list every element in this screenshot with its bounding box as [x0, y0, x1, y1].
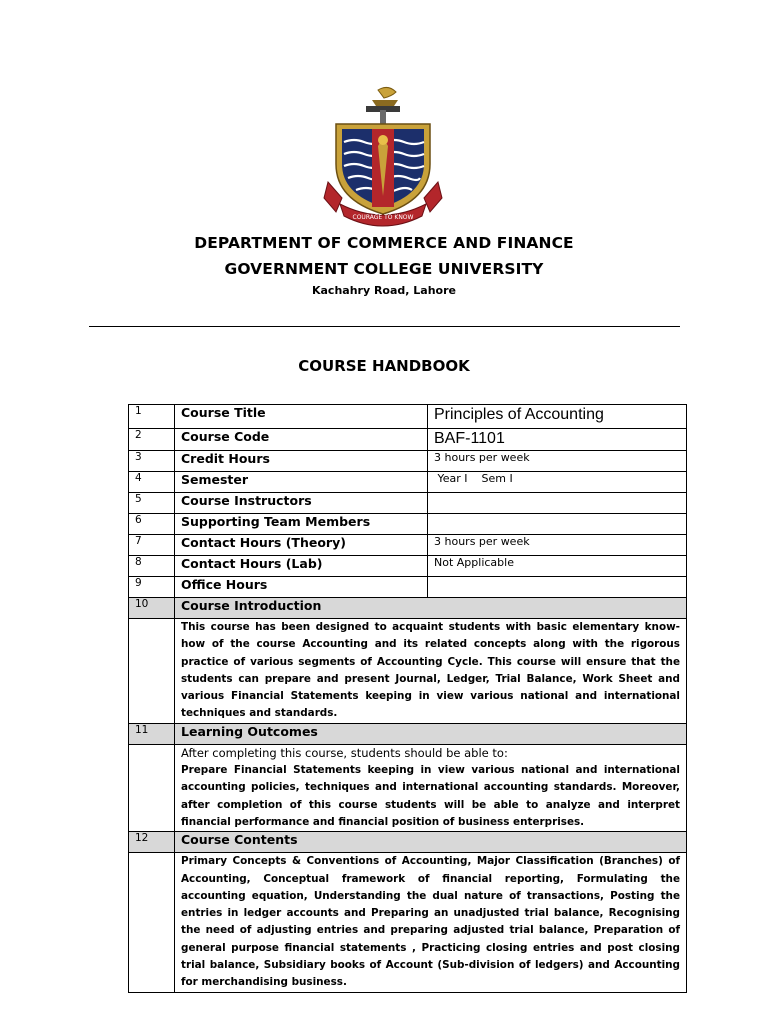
table-row: [129, 405, 687, 429]
row-number: 7: [129, 535, 175, 556]
course-introduction-text: This course has been designed to acquaint students with basic elementary know-how of the course Accounting and its related concepts along with the rigorous practice of various segments of Accounting Cycle. This course will ensure that the students can prepare and present Journal, Ledger, Trial Balance, Work Sheet and various Financial Statements keeping in view various national and international techniques and standards.: [175, 619, 687, 724]
row-number: 5: [129, 493, 175, 514]
table-row: [129, 514, 687, 535]
university-crest-logo: [322, 86, 444, 228]
row-number: 10: [129, 598, 175, 619]
row-label: Office Hours: [175, 577, 428, 598]
supporting-team-value: [428, 514, 687, 535]
contact-hours-lab-value: Not Applicable: [428, 556, 687, 577]
row-label: Contact Hours (Lab): [175, 556, 428, 577]
learning-outcomes-text: Prepare Financial Statements keeping in view various national and international accounting policies, techniques and international accounting standards. Moreover, after completion of this course students will be able to analyze and interpret financial performance and financial position of business enterprises.: [181, 764, 680, 828]
section-body-row: [129, 619, 687, 724]
crest-motto: COURAGE TO KNOW: [352, 214, 414, 221]
credit-hours-value: 3 hours per week: [428, 451, 687, 472]
empty-cell: [129, 853, 175, 992]
table-row: [129, 472, 687, 493]
section-header-row: [129, 598, 687, 619]
empty-cell: [129, 619, 175, 724]
row-number: 3: [129, 451, 175, 472]
learning-outcomes-cell: [175, 744, 687, 831]
semester-value: Year I Sem I: [428, 472, 687, 493]
header-divider: [89, 326, 680, 327]
row-label: Supporting Team Members: [175, 514, 428, 535]
table-row: [129, 493, 687, 514]
section-title: Learning Outcomes: [175, 723, 687, 744]
table-row: [129, 535, 687, 556]
row-number: 6: [129, 514, 175, 535]
row-number: 1: [129, 405, 175, 429]
office-hours-value: [428, 577, 687, 598]
section-body-row: [129, 853, 687, 992]
handbook-title: COURSE HANDBOOK: [298, 357, 470, 375]
course-title-value: Principles of Accounting: [428, 405, 687, 429]
section-title: Course Contents: [175, 832, 687, 853]
department-name: DEPARTMENT OF COMMERCE AND FINANCE: [194, 234, 574, 252]
row-label: Course Code: [175, 429, 428, 451]
table-row: [129, 429, 687, 451]
course-instructors-value: [428, 493, 687, 514]
university-name: GOVERNMENT COLLEGE UNIVERSITY: [224, 260, 544, 278]
row-label: Credit Hours: [175, 451, 428, 472]
row-label: Contact Hours (Theory): [175, 535, 428, 556]
course-info-table: [128, 404, 687, 993]
course-code-value: BAF-1101: [428, 429, 687, 451]
row-label: Course Instructors: [175, 493, 428, 514]
row-number: 11: [129, 723, 175, 744]
row-label: Semester: [175, 472, 428, 493]
torch-icon: [366, 87, 400, 124]
section-header-row: [129, 832, 687, 853]
row-number: 4: [129, 472, 175, 493]
row-number: 12: [129, 832, 175, 853]
course-contents-text: Primary Concepts & Conventions of Accounting, Major Classification (Branches) of Accounting, Conceptual framework of financial reporting, Formulating the accounting equation, Understanding the dual nature of transactions, Posting the entries in ledger accounts and Preparing an unadjusted trial balance, Recognising the need of adjusting entries and preparing adjusted trial balance, Preparation of general purpose financial statements , Practicing closing entries and post closing trial balance, Subsidiary books of Account (Sub-division of ledgers) and Accounting for merchandising business.: [175, 853, 687, 992]
row-number: 9: [129, 577, 175, 598]
row-number: 8: [129, 556, 175, 577]
row-label: Course Title: [175, 405, 428, 429]
row-number: 2: [129, 429, 175, 451]
section-body-row: [129, 744, 687, 831]
empty-cell: [129, 744, 175, 831]
learning-outcomes-lead: After completing this course, students should be able to:: [181, 745, 508, 760]
contact-hours-theory-value: 3 hours per week: [428, 535, 687, 556]
section-title: Course Introduction: [175, 598, 687, 619]
university-address: Kachahry Road, Lahore: [311, 284, 456, 297]
section-header-row: [129, 723, 687, 744]
table-row: [129, 556, 687, 577]
table-row: [129, 577, 687, 598]
table-row: [129, 451, 687, 472]
